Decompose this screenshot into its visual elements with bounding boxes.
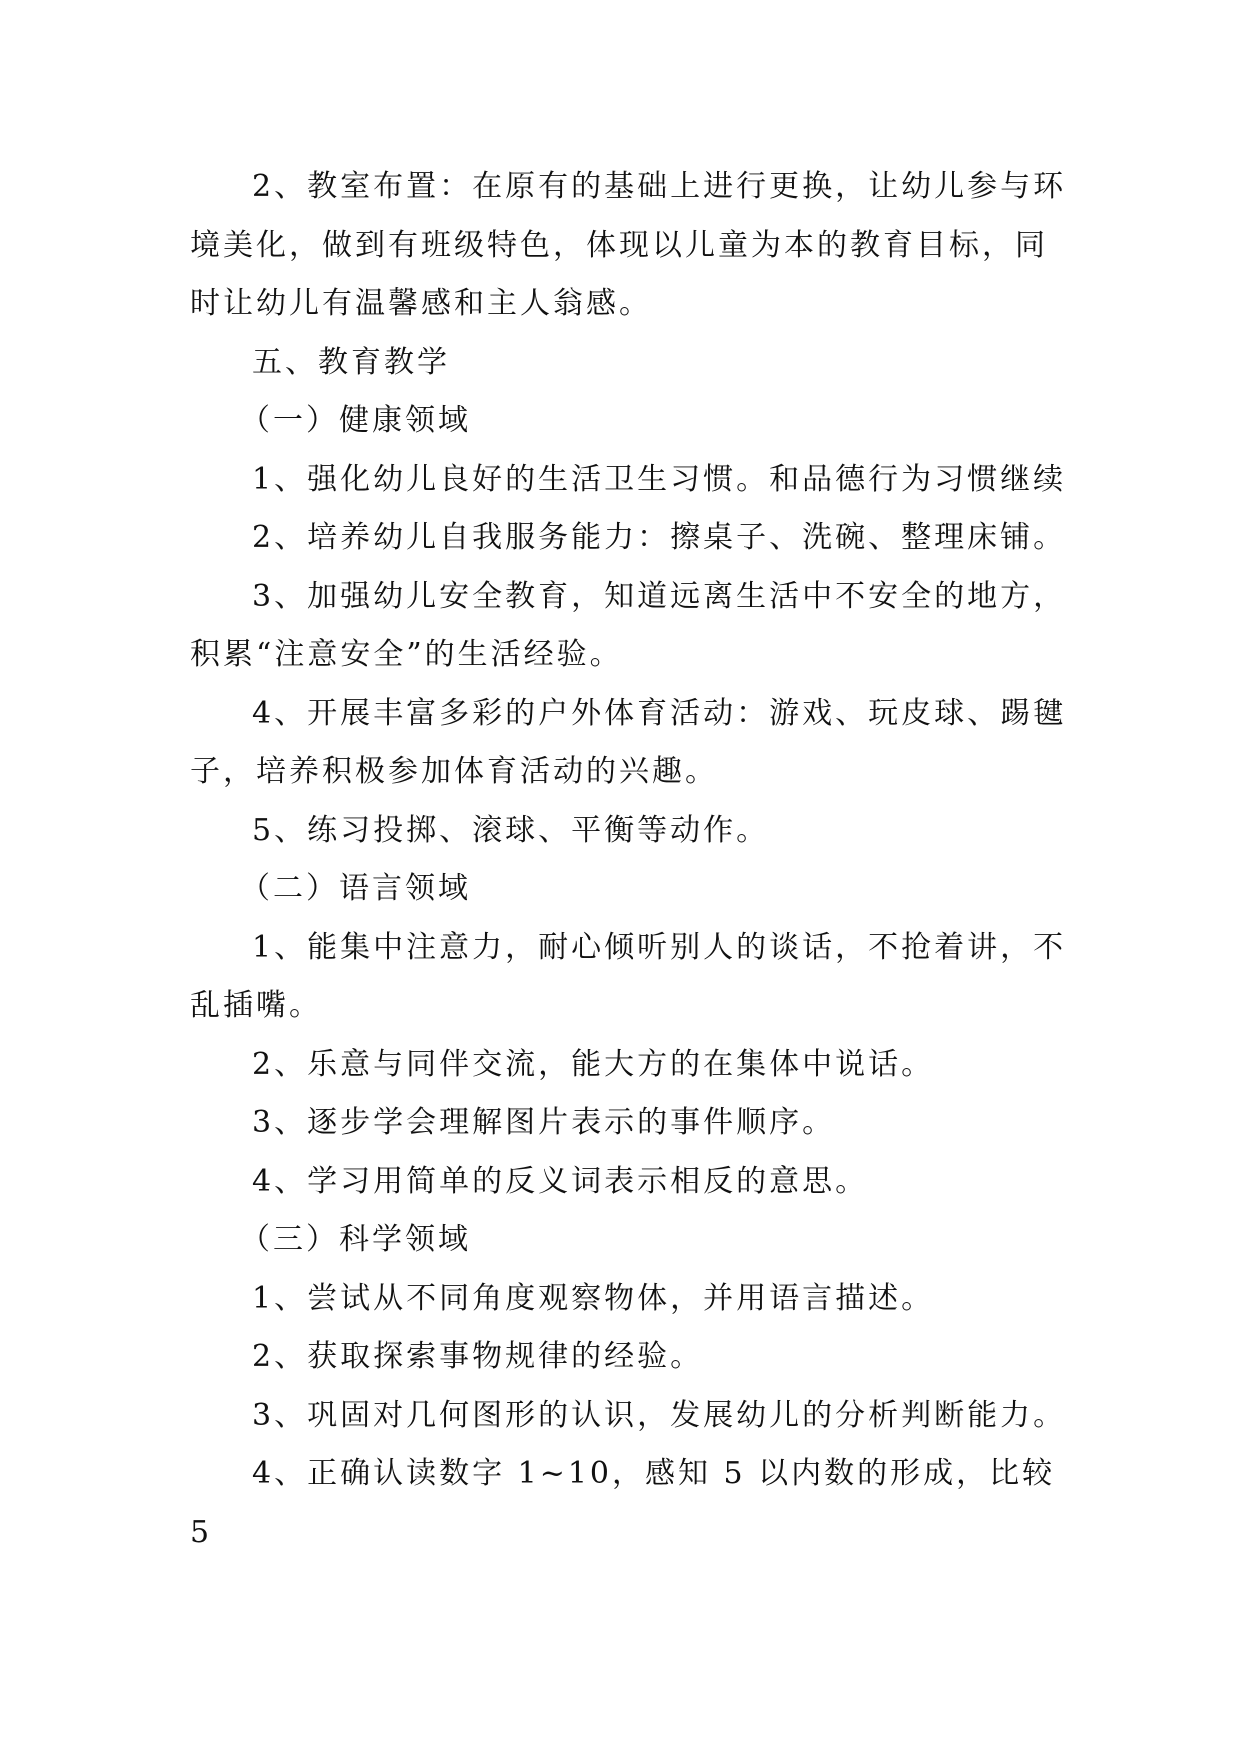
subheading-language-domain: （二）语言领域 xyxy=(240,871,471,906)
paragraph-language-3: 3、逐步学会理解图片表示的事件顺序。 xyxy=(252,1105,836,1140)
paragraph-health-3: 3、加强幼儿安全教育，知道远离生活中不安全的地方，积累“注意安全”的生活经验。 xyxy=(190,578,1067,672)
paragraph-science-2: 2、获取探索事物规律的经验。 xyxy=(252,1339,704,1374)
paragraph-health-5: 5、练习投掷、滚球、平衡等动作。 xyxy=(252,812,770,848)
paragraph-health-4: 4、开展丰富多彩的户外体育活动：游戏、玩皮球、踢毽子，培养积极参加体育活动的兴趣。 xyxy=(190,695,1067,789)
paragraph-language-4: 4、学习用简单的反义词表示相反的意思。 xyxy=(252,1163,869,1199)
paragraph-science-4: 4、正确认读数字 1~10，感知 5 以内数的形成，比较 5 xyxy=(190,1456,1056,1550)
section-heading-education-teaching: 五、教育教学 xyxy=(252,344,450,380)
paragraph-language-2: 2、乐意与同伴交流，能大方的在集体中说话。 xyxy=(252,1046,935,1082)
paragraph-language-1: 1、能集中注意力，耐心倾听别人的谈话，不抢着讲，不乱插嘴。 xyxy=(190,929,1067,1023)
paragraph-health-2: 2、培养幼儿自我服务能力：擦桌子、洗碗、整理床铺。 xyxy=(252,520,1067,555)
subheading-science-domain: （三）科学领域 xyxy=(240,1222,471,1257)
paragraph-science-3: 3、巩固对几何图形的认识，发展幼儿的分析判断能力。 xyxy=(252,1397,1067,1433)
paragraph-science-1: 1、尝试从不同角度观察物体，并用语言描述。 xyxy=(252,1280,935,1316)
document-body xyxy=(190,158,1070,1562)
paragraph-health-1: 1、强化幼儿良好的生活卫生习惯。和品德行为习惯继续 xyxy=(252,461,1067,497)
paragraph-classroom-layout: 2、教室布置：在原有的基础上进行更换，让幼儿参与环境美化，做到有班级特色，体现以儿童为本的教育目标，同时让幼儿有温馨感和主人翁感。 xyxy=(190,169,1067,321)
subheading-health-domain: （一）健康领域 xyxy=(240,403,471,438)
